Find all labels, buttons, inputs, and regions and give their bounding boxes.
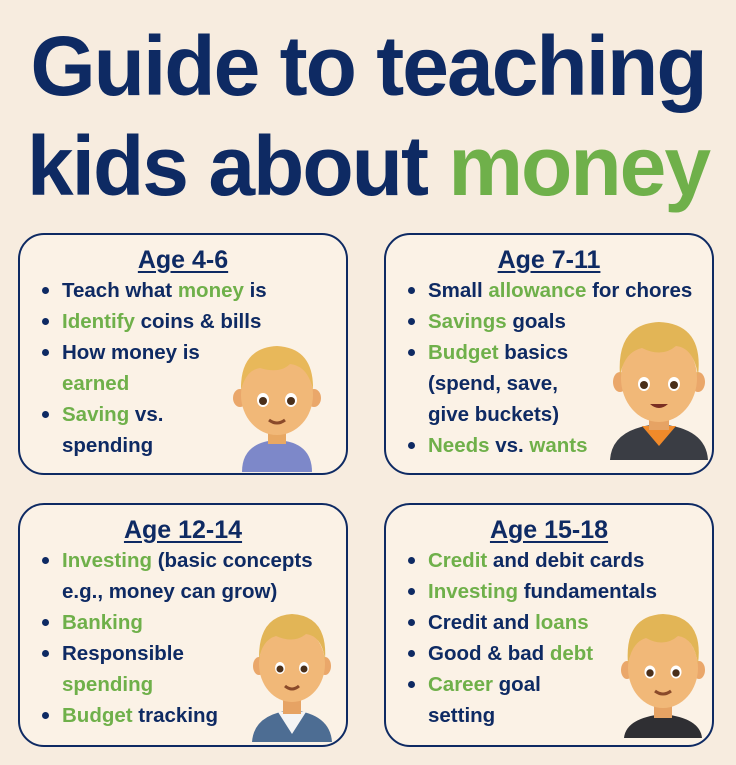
teen-emoji-icon — [618, 612, 708, 738]
bullet-item — [40, 306, 346, 337]
bullet-text: for chores — [586, 279, 693, 302]
bullet-text: vs. — [489, 434, 530, 457]
card-heading: Age 7-11 — [497, 246, 601, 274]
bullet-text: e.g., money can grow) — [62, 580, 278, 603]
highlight-text: Career — [428, 673, 493, 696]
card-heading: Age 4-6 — [137, 246, 229, 274]
highlight-text: loans — [535, 611, 589, 634]
highlight-text: spending — [62, 673, 154, 696]
bullet-text: basics — [498, 341, 569, 364]
bullet-item — [406, 545, 712, 576]
bullet-text: Credit and — [428, 611, 536, 634]
title-prefix: kids about — [26, 119, 449, 213]
title-line-2 — [0, 118, 736, 214]
bullet-item — [40, 545, 346, 607]
highlight-text: money — [177, 279, 244, 302]
bullet-text: is — [243, 279, 267, 302]
bullet-text: Teach what — [62, 279, 178, 302]
bullet-text: tracking — [132, 704, 219, 727]
highlight-text: Banking — [62, 611, 143, 634]
bullet-text: Good & bad — [428, 642, 550, 665]
highlight-text: Identify — [62, 310, 135, 333]
card-heading: Age 12-14 — [123, 516, 243, 544]
bullet-text: coins & bills — [134, 310, 262, 333]
bullet-item — [406, 576, 712, 607]
highlight-text: Investing — [428, 580, 518, 603]
card-heading: Age 15-18 — [489, 516, 609, 544]
bullet-text: give buckets) — [428, 403, 560, 426]
toddler-emoji-icon — [232, 340, 322, 472]
bullet-text: and debit cards — [487, 549, 645, 572]
bullet-text: setting — [428, 704, 496, 727]
bullet-text: spending — [62, 434, 154, 457]
highlight-text: allowance — [488, 279, 587, 302]
highlight-text: earned — [62, 372, 130, 395]
bullet-text: goal — [492, 673, 541, 696]
highlight-text: debt — [549, 642, 594, 665]
highlight-text: Credit — [428, 549, 488, 572]
bullet-text: vs. — [129, 403, 164, 426]
highlight-text: Needs — [428, 434, 490, 457]
preteen-emoji-icon — [252, 610, 332, 742]
bullet-text: How money is — [62, 341, 200, 364]
bullet-text: Responsible — [62, 642, 184, 665]
bullet-item — [406, 275, 712, 306]
highlight-text: wants — [529, 434, 588, 457]
highlight-text: Budget — [428, 341, 499, 364]
boy-emoji-icon — [608, 318, 710, 460]
highlight-text: Investing — [62, 549, 152, 572]
bullet-item — [40, 275, 346, 306]
bullet-text: goals — [506, 310, 566, 333]
bullet-text: (basic concepts — [152, 549, 313, 572]
title-highlight: money — [448, 119, 710, 213]
bullet-text: (spend, save, — [428, 372, 558, 395]
bullet-text: fundamentals — [518, 580, 657, 603]
highlight-text: Saving — [62, 403, 130, 426]
title-line-1: Guide to teaching — [30, 19, 706, 113]
bullet-text: Small — [428, 279, 489, 302]
highlight-text: Budget — [62, 704, 133, 727]
highlight-text: Savings — [428, 310, 507, 333]
